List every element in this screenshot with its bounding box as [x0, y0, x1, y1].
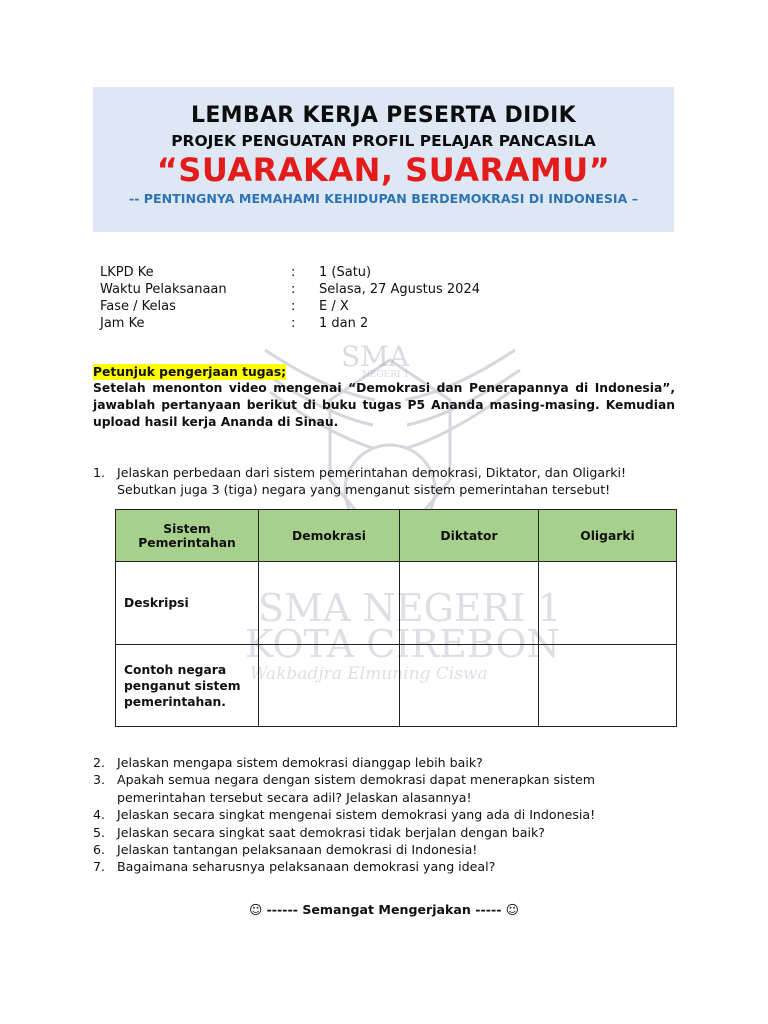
info-separator: :	[291, 282, 296, 297]
info-separator: :	[291, 265, 296, 280]
watermark-logo-top: SMA	[341, 340, 410, 373]
list-item	[93, 824, 675, 841]
answer-cell[interactable]	[259, 562, 400, 645]
watermark-school-name-line2: KOTA CIREBON	[245, 622, 560, 666]
info-label: Jam Ke	[100, 316, 145, 331]
info-row	[100, 298, 600, 315]
list-item	[93, 858, 675, 875]
question-number: 1.	[93, 465, 106, 480]
worksheet-title: LEMBAR KERJA PESERTA DIDIK	[191, 103, 576, 128]
answer-cell[interactable]	[400, 562, 539, 645]
table-header-row	[116, 510, 677, 562]
info-label: Fase / Kelas	[100, 299, 176, 314]
table-row	[116, 645, 677, 727]
project-subtitle: PROJEK PENGUATAN PROFIL PELAJAR PANCASILA	[171, 132, 596, 150]
watermark-motto: Wakbadjra Elmuning Ciswa	[250, 664, 488, 684]
question-text: Jelaskan secara singkat mengenai sistem demokrasi yang ada di Indonesia!	[117, 807, 596, 823]
answer-cell[interactable]	[539, 562, 677, 645]
question-text: Apakah semua negara dengan sistem demokrasi dapat menerapkan sistem pemerintahan tersebut secara adil? Jelaskan alasannya!	[117, 772, 596, 805]
project-theme: “SUARAKAN, SUARAMU”	[156, 151, 611, 189]
question-number: 5.	[93, 824, 106, 840]
list-item	[93, 754, 675, 771]
answer-cell[interactable]	[400, 645, 539, 727]
encouragement-footer: ☺ ------ Semangat Mengerjakan ----- ☺	[249, 902, 519, 917]
table-header-cell: Demokrasi	[259, 510, 400, 562]
question-number: 7.	[93, 859, 106, 875]
question-text: Jelaskan perbedaan dari sistem pemerintahan demokrasi, Diktator, dan Oligarki! Sebutkan juga 3 (tiga) negara yang menganut sistem pemerintahan tersebut!	[117, 465, 627, 497]
question-text: Jelaskan tantangan pelaksanaan demokrasi di Indonesia!	[117, 842, 478, 858]
list-item	[93, 841, 675, 858]
info-label: Waktu Pelaksanaan	[100, 282, 227, 297]
info-value: 1 (Satu)	[319, 265, 372, 280]
list-item	[93, 806, 675, 823]
question-text: Jelaskan secara singkat saat demokrasi tidak berjalan dengan baik?	[117, 824, 545, 840]
instructions-body: Setelah menonton video mengenai “Demokrasi dan Penerapannya di Indonesia”, jawablah pertanyaan berikut di buku tugas P5 Ananda masing-masing. Kemudian upload hasil kerja Ananda di Sinau.	[93, 381, 675, 429]
info-row	[100, 315, 600, 332]
instructions-heading: Petunjuk pengerjaan tugas;	[93, 365, 287, 379]
table-row-label: Contoh negara penganut sistem pemerintahan.	[116, 645, 259, 727]
info-row	[100, 264, 600, 281]
answer-cell[interactable]	[539, 645, 677, 727]
info-value: Selasa, 27 Agustus 2024	[319, 282, 480, 297]
question-text: Bagaimana seharusnya pelaksanaan demokrasi yang ideal?	[117, 859, 496, 875]
info-label: LKPD Ke	[100, 265, 154, 280]
question-number: 4.	[93, 807, 106, 823]
info-value: 1 dan 2	[319, 316, 369, 331]
info-separator: :	[291, 299, 296, 314]
comparison-table	[115, 509, 677, 727]
watermark-logo-sub: NEGERI 1	[362, 370, 410, 380]
worksheet-info	[100, 264, 600, 332]
list-item	[93, 771, 675, 806]
table-header-cell: Oligarki	[539, 510, 677, 562]
info-separator: :	[291, 316, 296, 331]
table-header-cell: Diktator	[400, 510, 539, 562]
question-text: Jelaskan mengapa sistem demokrasi dianggap lebih baik?	[117, 755, 483, 770]
worksheet-header	[93, 87, 674, 232]
table-header-cell: Sistem Pemerintahan	[116, 510, 259, 562]
answer-cell[interactable]	[259, 645, 400, 727]
info-value: E / X	[319, 299, 349, 314]
table-row	[116, 562, 677, 645]
info-row	[100, 281, 600, 298]
table-row-label: Deskripsi	[116, 562, 259, 645]
instructions	[93, 364, 675, 431]
question-list	[93, 754, 675, 876]
question-number: 2.	[93, 755, 106, 770]
question-number: 6.	[93, 842, 106, 858]
question-number: 3.	[93, 772, 106, 788]
watermark-school-name-line1: SMA NEGERI 1	[258, 586, 562, 630]
project-tagline: -- PENTINGNYA MEMAHAMI KEHIDUPAN BERDEMOKRASI DI INDONESIA –	[128, 191, 639, 206]
